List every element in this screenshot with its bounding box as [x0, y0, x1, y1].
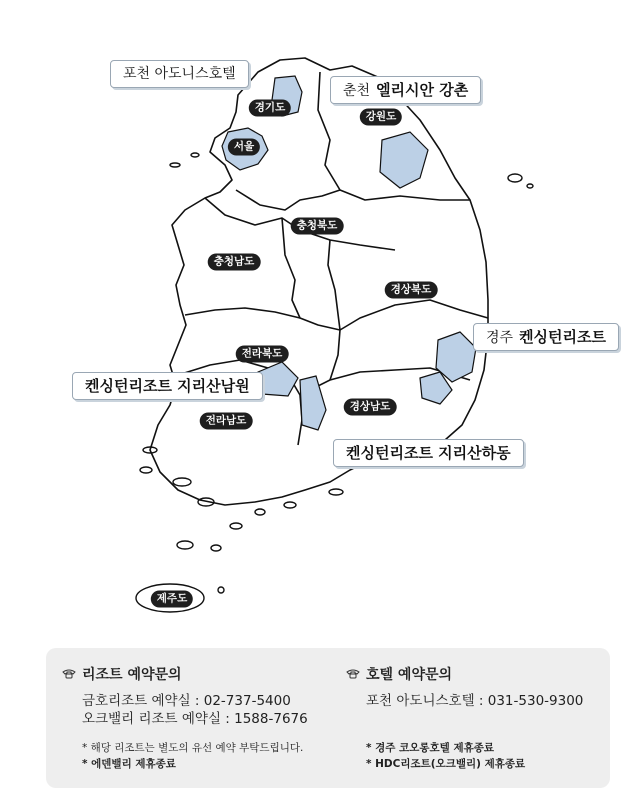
- callout-pocheon-text: 포천 아도니스호텔: [123, 66, 236, 82]
- hotel-note-2: * HDC리조트(오크밸리) 제휴종료: [366, 758, 526, 770]
- resort-section-title: 리조트 예약문의: [82, 667, 182, 683]
- region-label-gyeongbuk: 경상북도: [385, 282, 438, 299]
- hotel-line-1: 포천 아도니스호텔 : 031-530-9300: [366, 693, 584, 709]
- region-label-gyeongnam: 경상남도: [344, 399, 397, 416]
- hotel-section-title: 호텔 예약문의: [366, 667, 453, 683]
- hotel-note-1: * 경주 코오롱호텔 제휴종료: [366, 742, 495, 754]
- mainland-outline: [150, 58, 488, 505]
- callout-chuncheon: [330, 76, 481, 104]
- callout-jirisan-namwon: [72, 372, 263, 400]
- region-label-chungbuk: 충청북도: [291, 218, 344, 235]
- callout-gyeongju: [473, 323, 619, 351]
- callout-gyeongju-name: 켄싱턴리조트: [519, 328, 607, 346]
- reservation-info-box: [46, 648, 610, 788]
- callout-jirisan-hadong-text: 켄싱턴리조트 지리산하동: [346, 444, 511, 462]
- hotel-reservation-section: [346, 664, 583, 772]
- region-label-seoul: 서울: [228, 139, 260, 156]
- region-label-gangwon: 강원도: [360, 109, 402, 126]
- callout-jirisan-namwon-text: 켄싱턴리조트 지리산남원: [85, 377, 250, 395]
- resort-note-1: * 해당 리조트는 별도의 유선 예약 부탁드립니다.: [82, 742, 304, 754]
- region-label-jeonbuk: 전라북도: [236, 346, 289, 363]
- resort-line-2: 오크밸리 리조트 예약실 : 1588-7676: [82, 711, 308, 727]
- callout-chuncheon-city: 춘천: [343, 83, 371, 99]
- region-label-chungnam: 충청남도: [208, 254, 261, 271]
- callout-pocheon: [110, 60, 249, 88]
- region-label-jeonnam: 전라남도: [200, 413, 253, 430]
- resort-line-1: 금호리조트 예약실 : 02-737-5400: [82, 693, 291, 709]
- phone-icon: [62, 669, 76, 679]
- chuncheon-highlight: [380, 132, 428, 188]
- callout-jirisan-hadong: [333, 439, 524, 467]
- resort-note-2: * 에덴밸리 제휴종료: [82, 758, 176, 770]
- region-label-jeju: 제주도: [151, 591, 193, 608]
- callout-gyeongju-city: 경주: [486, 330, 514, 346]
- resort-reservation-section: [62, 664, 308, 772]
- region-label-gyeonggi: 경기도: [249, 100, 291, 117]
- callout-chuncheon-name: 엘리시안 강촌: [376, 81, 469, 99]
- phone-icon: [346, 669, 360, 679]
